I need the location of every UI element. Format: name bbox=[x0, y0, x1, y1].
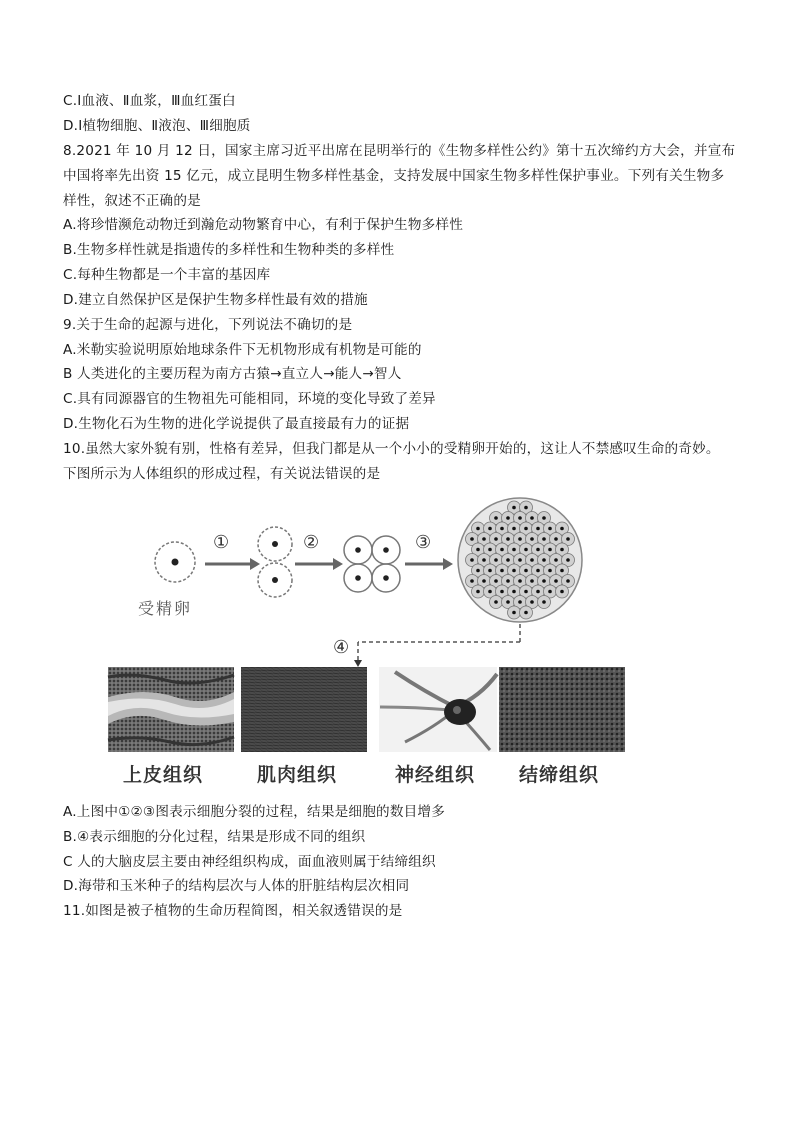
question-10-stem: 10.虽然大家外貌有别，性格有差异，但我门都是从一个小小的受精卵开始的，这让人不禁感叹生命的奇妙。 bbox=[63, 441, 720, 457]
cell-nucleus bbox=[506, 600, 510, 604]
cell-nucleus bbox=[512, 569, 516, 573]
option-a: A.将珍惜濒危动物迁到瀚危动物繁育中心，有利于保护生物多样性 bbox=[63, 217, 464, 233]
epithelial-tissue-image bbox=[108, 667, 234, 752]
cell-nucleus bbox=[518, 537, 522, 541]
cell-nucleus bbox=[512, 548, 516, 552]
cell-nucleus bbox=[494, 600, 498, 604]
cell-nucleus bbox=[506, 537, 510, 541]
cell-nucleus bbox=[566, 579, 570, 583]
cell-nucleus bbox=[488, 569, 492, 573]
cell-nucleus bbox=[470, 537, 474, 541]
cell-nucleus bbox=[524, 569, 528, 573]
zygote-cell bbox=[155, 542, 195, 582]
cell-nucleus bbox=[512, 506, 516, 510]
option-d: D.海带和玉米种子的结构层次与人体的肝脏结构层次相同 bbox=[63, 878, 410, 894]
cell-nucleus bbox=[494, 537, 498, 541]
cell-nucleus bbox=[482, 537, 486, 541]
cell-nucleus bbox=[554, 558, 558, 562]
cell-nucleus bbox=[554, 579, 558, 583]
cell-nucleus bbox=[482, 579, 486, 583]
option-a: A.米勒实验说明原始地球条件下无机物形成有机物是可能的 bbox=[63, 342, 422, 358]
text-line: D.Ⅰ植物细胞、Ⅱ液泡、Ⅲ细胞质 bbox=[63, 118, 251, 134]
cell-nucleus bbox=[500, 527, 504, 531]
cell-nucleus bbox=[542, 537, 546, 541]
question-8-stem: 8.2021 年 10 月 12 日，国家主席习近平出席在昆明举行的《生物多样性公约》第十五次缔约方大会，并宣布 bbox=[63, 143, 736, 159]
cell-nucleus bbox=[524, 590, 528, 594]
cell-nucleus bbox=[470, 558, 474, 562]
option-c: C.具有同源器官的生物祖先可能相同，环境的变化导致了差异 bbox=[63, 391, 436, 407]
cell-nucleus bbox=[494, 516, 498, 520]
cell-nucleus bbox=[482, 558, 486, 562]
text-line: 中国将率先出资 15 亿元，成立昆明生物多样性基金，支持发展中国家生物多样性保护事业。下列有关生物多 bbox=[63, 168, 725, 184]
muscle-tissue-image bbox=[241, 667, 367, 752]
cell-nucleus bbox=[542, 516, 546, 520]
cell-nucleus bbox=[524, 548, 528, 552]
option-c: C 人的大脑皮层主要由神经组织构成，面血液则属于结缔组织 bbox=[63, 854, 436, 870]
cell-nucleus bbox=[560, 527, 564, 531]
cell-nucleus bbox=[500, 548, 504, 552]
cell-nucleus bbox=[518, 579, 522, 583]
cell-nucleus bbox=[524, 611, 528, 615]
option-d: D.建立自然保护区是保护生物多样性最有效的措施 bbox=[63, 292, 368, 308]
cell-nucleus bbox=[530, 579, 534, 583]
cell-nucleus bbox=[542, 558, 546, 562]
cell-nucleus bbox=[566, 537, 570, 541]
cell-nucleus bbox=[476, 590, 480, 594]
cell-nucleus bbox=[536, 548, 540, 552]
cell-nucleus bbox=[536, 590, 540, 594]
four-cell-stage bbox=[344, 536, 400, 592]
cell-nucleus bbox=[476, 548, 480, 552]
arrow-step-3 bbox=[405, 558, 453, 570]
cell-nucleus bbox=[536, 527, 540, 531]
cell-nucleus bbox=[494, 558, 498, 562]
cell-nucleus bbox=[548, 590, 552, 594]
nerve-tissue-image bbox=[379, 667, 497, 752]
cell-nucleus bbox=[530, 600, 534, 604]
connective-tissue-image bbox=[499, 667, 625, 752]
two-cell-stage bbox=[258, 527, 292, 597]
cell-nucleus bbox=[494, 579, 498, 583]
tissue-caption-epithelial: 上皮组织 bbox=[123, 764, 204, 786]
cell-nucleus bbox=[518, 516, 522, 520]
cell-nucleus bbox=[536, 569, 540, 573]
cell-nucleus bbox=[476, 569, 480, 573]
cell-nucleus bbox=[488, 548, 492, 552]
cell-nucleus bbox=[554, 537, 558, 541]
cell-nucleus bbox=[548, 527, 552, 531]
cell-nucleus bbox=[512, 527, 516, 531]
option-b: B.生物多样性就是指遗传的多样性和生物种类的多样性 bbox=[63, 242, 395, 258]
cell-nucleus bbox=[530, 558, 534, 562]
cell-nucleus bbox=[488, 527, 492, 531]
option-b: B.④表示细胞的分化过程，结果是形成不同的组织 bbox=[63, 829, 366, 845]
option-d: D.生物化石为生物的进化学说提供了最直接最有力的证据 bbox=[63, 416, 410, 432]
cell-nucleus bbox=[560, 590, 564, 594]
arrow-step-1 bbox=[205, 558, 260, 570]
cell-nucleus bbox=[530, 516, 534, 520]
cell-nucleus bbox=[524, 506, 528, 510]
step-3-label: ③ bbox=[415, 532, 432, 553]
tissue-caption-connective: 结缔组织 bbox=[519, 764, 600, 786]
cell-nucleus bbox=[506, 558, 510, 562]
cell-nucleus bbox=[476, 527, 480, 531]
cell-nucleus bbox=[506, 579, 510, 583]
cell-nucleus bbox=[524, 527, 528, 531]
tissue-caption-nerve: 神经组织 bbox=[395, 764, 476, 786]
cell-nucleus bbox=[500, 590, 504, 594]
cell-mass bbox=[458, 498, 582, 622]
cell-nucleus bbox=[518, 600, 522, 604]
step-2-label: ② bbox=[303, 532, 320, 553]
cell-nucleus bbox=[500, 569, 504, 573]
cell-nucleus bbox=[530, 537, 534, 541]
cell-nucleus bbox=[512, 590, 516, 594]
cell-nucleus bbox=[542, 579, 546, 583]
cell-nucleus bbox=[548, 569, 552, 573]
cell-nucleus bbox=[560, 548, 564, 552]
tissue-caption-muscle: 肌肉组织 bbox=[257, 764, 338, 786]
cell-nucleus bbox=[560, 569, 564, 573]
option-c: C.每种生物都是一个丰富的基因库 bbox=[63, 267, 271, 283]
zygote-label: 受精卵 bbox=[138, 599, 193, 618]
arrow-step-2 bbox=[295, 558, 343, 570]
cell-nucleus bbox=[488, 590, 492, 594]
cell-nucleus bbox=[566, 558, 570, 562]
cell-nucleus bbox=[506, 516, 510, 520]
question-9-stem: 9.关于生命的起源与进化，下列说法不确切的是 bbox=[63, 317, 353, 333]
tissue-formation-figure bbox=[105, 492, 635, 792]
cell-nucleus bbox=[548, 548, 552, 552]
arrow-step-4 bbox=[354, 624, 520, 667]
step-1-label: ① bbox=[213, 532, 230, 553]
figure-drawing bbox=[105, 492, 635, 792]
text-line: 样性，叙述不正确的是 bbox=[63, 193, 201, 209]
cell-nucleus bbox=[512, 611, 516, 615]
cell-nucleus bbox=[518, 558, 522, 562]
question-11-stem: 11.如图是被子植物的生命历程简图，相关叙透错误的是 bbox=[63, 903, 403, 919]
text-line: C.Ⅰ血液、Ⅱ血浆，Ⅲ血红蛋白 bbox=[63, 93, 236, 109]
cell-nucleus bbox=[470, 579, 474, 583]
cell-nucleus bbox=[542, 600, 546, 604]
option-a: A.上图中①②③图表示细胞分裂的过程，结果是细胞的数目增多 bbox=[63, 804, 445, 820]
option-b: B 人类进化的主要历程为南方古猿→直立人→能人→智人 bbox=[63, 366, 402, 382]
text-line: 下图所示为人体组织的形成过程，有关说法错误的是 bbox=[63, 466, 381, 482]
step-4-label: ④ bbox=[333, 637, 350, 658]
